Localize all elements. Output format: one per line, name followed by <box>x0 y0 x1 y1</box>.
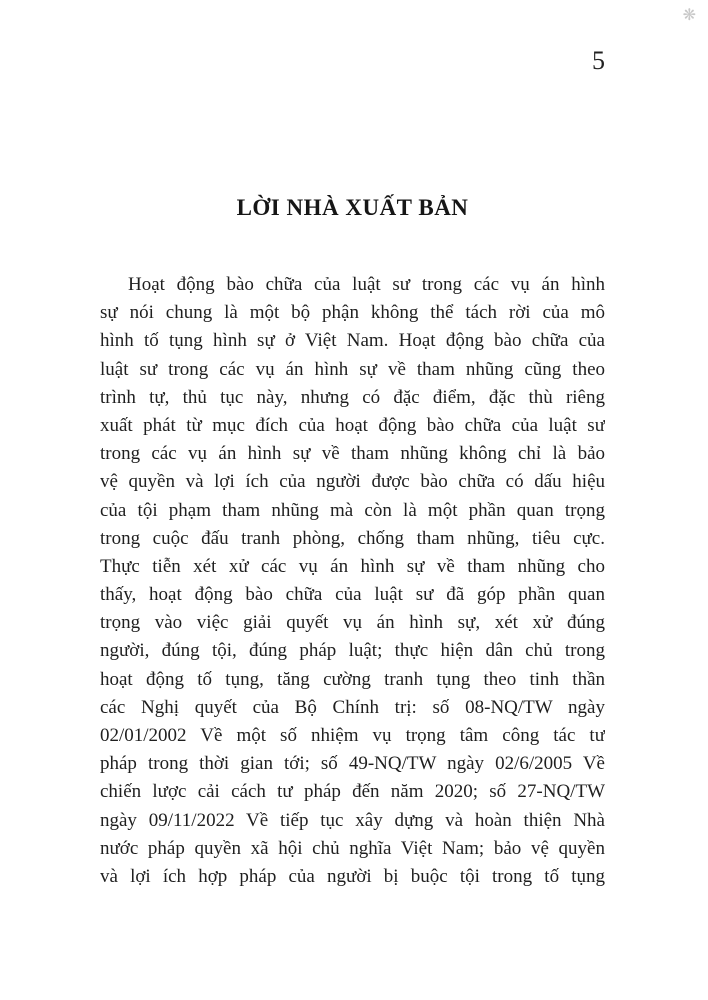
body-line: xuất phát từ mục đích của hoạt động bào chữa của luật sư <box>100 414 605 436</box>
body-line: người, đúng tội, đúng pháp luật; thực hiện dân chủ trong <box>100 640 605 662</box>
body-line: luật sư trong các vụ án hình sự về tham nhũng cũng theo <box>100 358 605 380</box>
body-line: Hoạt động bào chữa của luật sư trong các vụ án hình <box>128 274 605 295</box>
body-line: hoạt động tố tụng, tăng cường tranh tụng theo tinh thần <box>100 668 605 690</box>
body-text <box>100 271 605 891</box>
body-line: trọng vào việc giải quyết vụ án hình sự, xét xử đúng <box>100 612 605 634</box>
page-title: LỜI NHÀ XUẤT BẢN <box>236 195 469 220</box>
page-number: 5 <box>592 46 605 75</box>
body-line: 02/01/2002 Về một số nhiệm vụ trọng tâm công tác tư <box>100 725 605 746</box>
body-line: sự nói chung là một bộ phận không thể tách rời của mô <box>100 302 605 324</box>
body-line: hình tố tụng hình sự ở Việt Nam. Hoạt động bào chữa của <box>100 330 605 352</box>
body-line: thấy, hoạt động bào chữa của luật sư đã góp phần quan <box>100 584 605 606</box>
flower-ornament-icon: ❋ <box>682 7 696 24</box>
body-line: trong các vụ án hình sự về tham nhũng không chỉ là bảo <box>100 443 605 465</box>
body-line: và lợi ích hợp pháp của người bị buộc tội trong tố tụng <box>100 865 605 887</box>
body-line: các Nghị quyết của Bộ Chính trị: số 08-NQ/TW ngày <box>100 696 605 718</box>
body-line: ngày 09/11/2022 Về tiếp tục xây dựng và hoàn thiện Nhà <box>100 809 605 831</box>
body-line: của tội phạm tham nhũng mà còn là một phần quan trọng <box>100 499 605 521</box>
body-line: pháp trong thời gian tới; số 49-NQ/TW ngày 02/6/2005 Về <box>100 753 605 775</box>
body-line: trong cuộc đấu tranh phòng, chống tham nhũng, tiêu cực. <box>100 527 605 549</box>
body-line: nước pháp quyền xã hội chủ nghĩa Việt Nam; bảo vệ quyền <box>100 837 605 859</box>
body-line: trình tự, thủ tục này, nhưng có đặc điểm, đặc thù riêng <box>100 386 605 408</box>
body-line: Thực tiễn xét xử các vụ án hình sự về tham nhũng cho <box>100 555 605 577</box>
body-line: chiến lược cải cách tư pháp đến năm 2020; số 27-NQ/TW <box>100 781 605 803</box>
body-line: vệ quyền và lợi ích của người được bào chữa có dấu hiệu <box>100 471 605 493</box>
